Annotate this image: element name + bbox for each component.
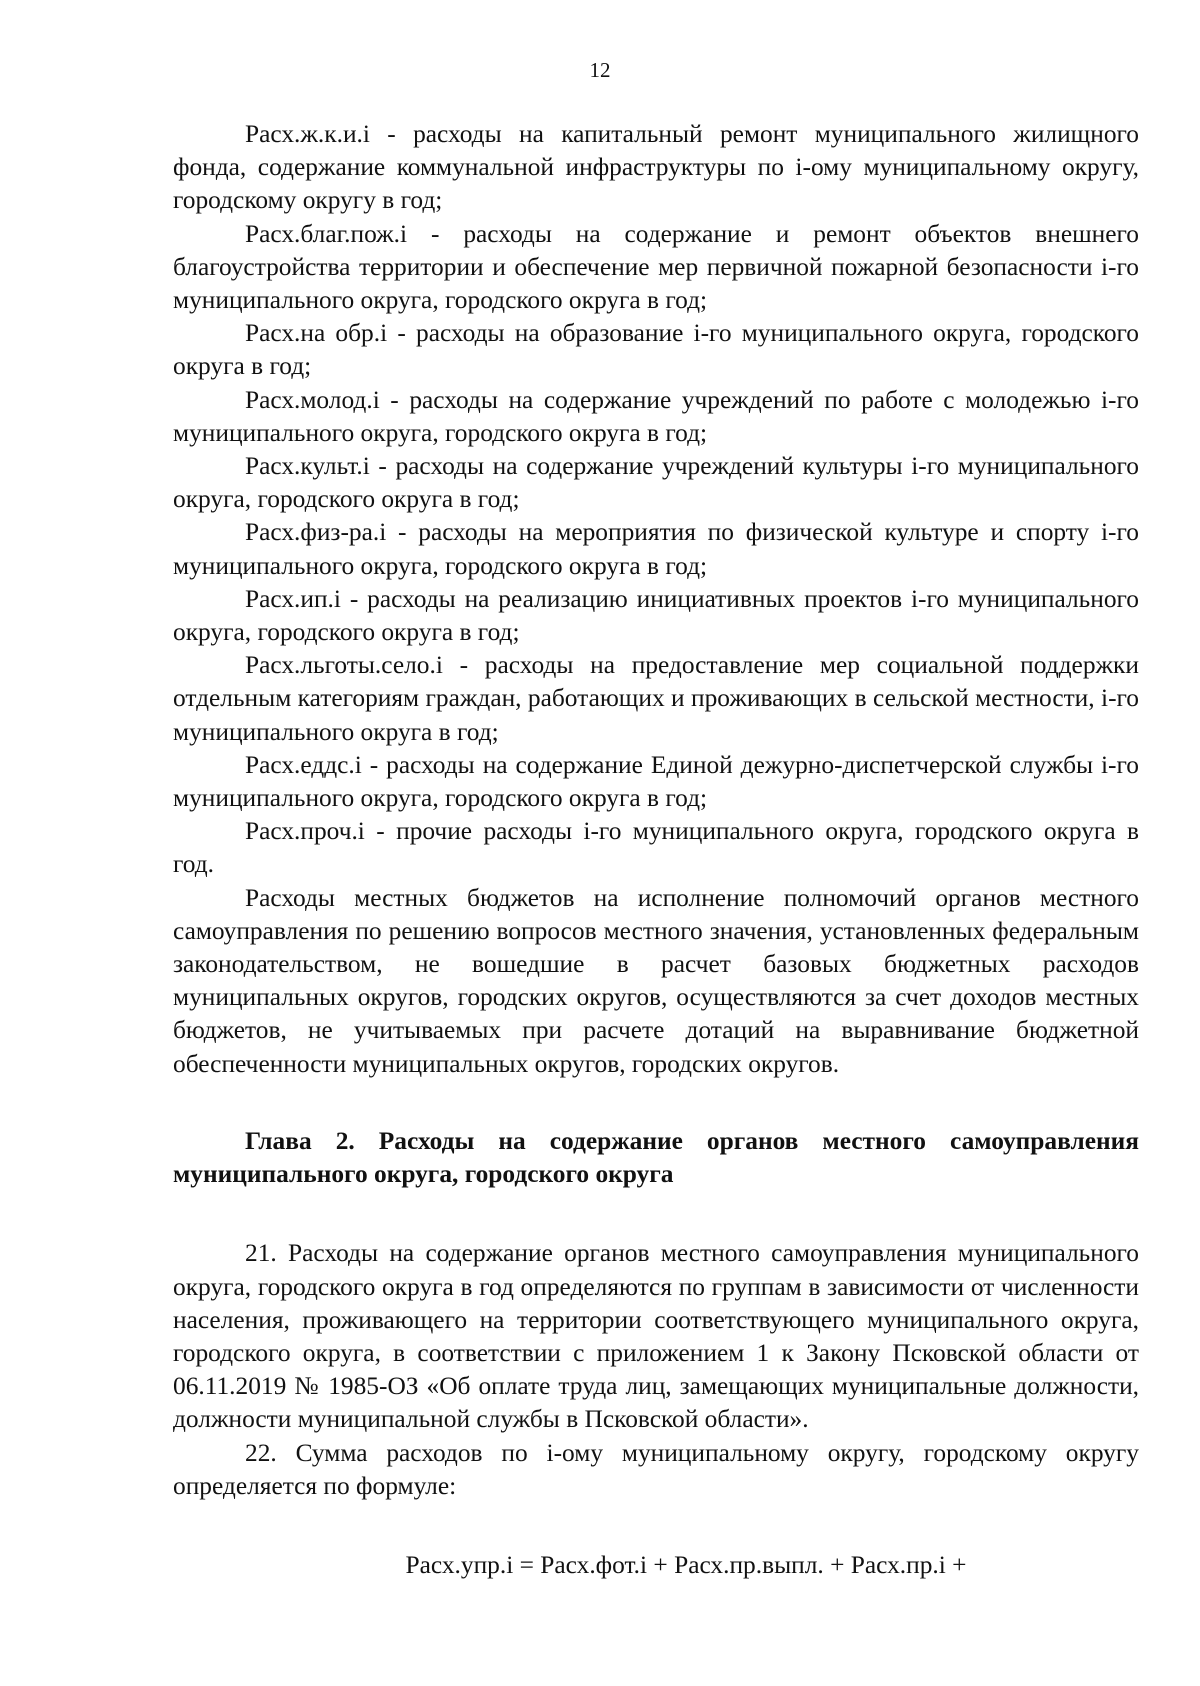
paragraph-21: 21. Расходы на содержание органов местного самоуправления муниципального округа, городского округа в год определяются по группам в зависимости от численности населения, проживающего на территории соответствующего муниципального округа, городского округа, в соответствии с приложением 1 к Закону Псковской области от 06.11.2019 № 1985-ОЗ «Об оплате труда лиц, замещающих муниципальные должности, должности муниципальной службы в Псковской области». [173,1239,1139,1434]
paragraph-dispatch: Расх.еддс.i - расходы на содержание Единой дежурно-диспетчерской службы i-го муниципального округа, городского округа в год; [173,750,1139,813]
paragraph-education: Расх.на обр.i - расходы на образование i-го муниципального округа, городского округа в год; [173,319,1139,381]
paragraph-rural-benefits: Расх.льготы.село.i - расходы на предоставление мер социальной поддержки отдельным категориям граждан, работающих и проживающих в сельской местности, i-го муниципального округа в год; [173,651,1139,746]
formula: Расх.упр.i = Расх.фот.i + Расх.пр.выпл. + Расх.пр.i + [405,1550,967,1579]
paragraph-sport: Расх.физ-ра.i - расходы на мероприятия по физической культуре и спорту i-го муниципального округа, городского округа в год; [173,518,1139,580]
paragraph-landscaping: Расх.благ.пож.i - расходы на содержание и ремонт объектов внешнего благоустройства территории и обеспечение мер первичной пожарной безопасности i-го муниципального округа, городского округа в год; [173,219,1139,315]
document-body [173,118,1139,1582]
page-number: 12 [589,58,611,82]
paragraph-initiative: Расх.ип.i - расходы на реализацию инициативных проектов i-го муниципального округа, городского округа в год; [173,584,1139,647]
paragraph-22: 22. Сумма расходов по i-ому муниципальному округу, городскому округу определяется по формуле: [173,1438,1139,1500]
paragraph-local-budgets: Расходы местных бюджетов на исполнение полномочий органов местного самоуправления по решению вопросов местного значения, установленных федеральным законодательством, не вошедшие в расчет базовых бюджетных расходов муниципальных округов, городских округов, осуществляются за счет доходов местных бюджетов, не учитываемых при расчете дотаций на выравнивание бюджетной обеспеченности муниципальных округов, городских округов. [173,883,1139,1078]
paragraph-other: Расх.проч.i - прочие расходы i-го муниципального округа, городского округа в год. [173,817,1139,879]
chapter-heading: Глава 2. Расходы на содержание органов местного самоуправления муниципального округа, городского округа [173,1126,1139,1189]
paragraph-culture: Расх.культ.i - расходы на содержание учреждений культуры i-го муниципального округа, городского округа в год; [173,452,1139,514]
paragraph-housing: Расх.ж.к.и.i - расходы на капитальный ремонт муниципального жилищного фонда, содержание коммунальной инфраструктуры по i-ому муниципальному округу, городскому округу в год; [173,120,1139,215]
paragraph-youth: Расх.молод.i - расходы на содержание учреждений по работе с молодежью i-го муниципального округа, городского округа в год; [173,385,1139,447]
